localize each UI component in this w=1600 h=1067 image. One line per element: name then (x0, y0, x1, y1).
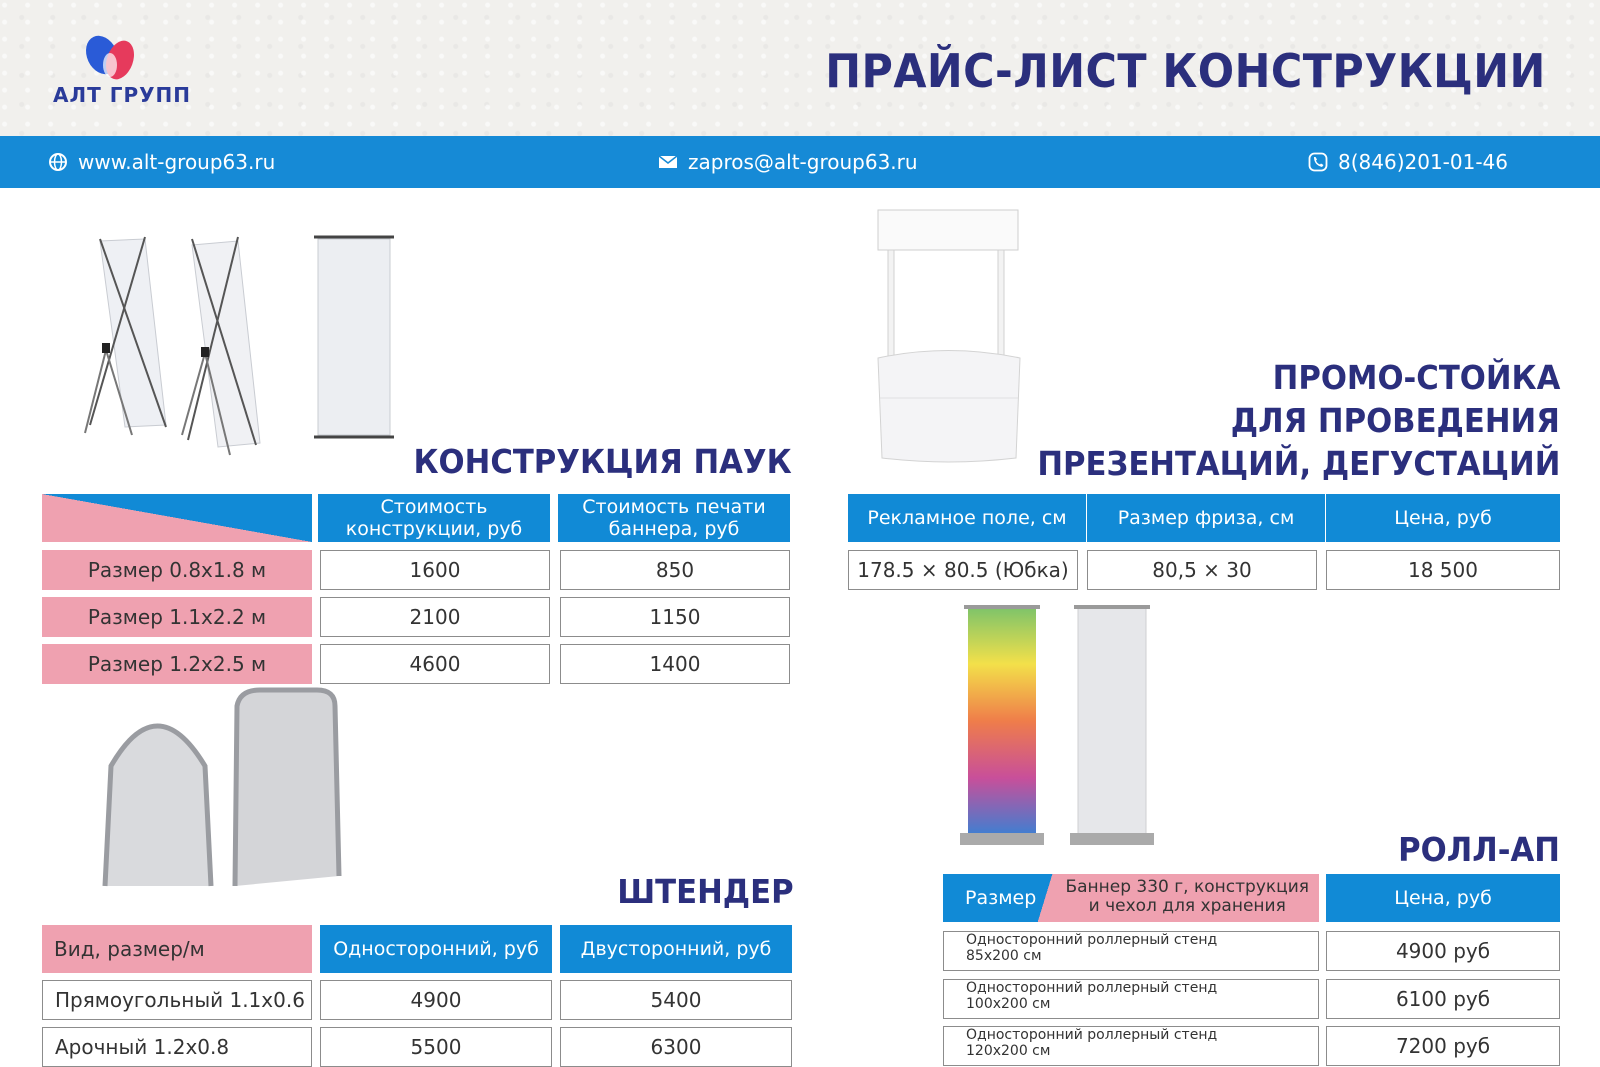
shtender-section-title: ШТЕНДЕР (617, 872, 794, 911)
rollup-header-size: Размер (965, 887, 1037, 909)
promo-title-line-2: ДЛЯ ПРОВЕДЕНИЯ (1230, 401, 1560, 440)
shtender-illustration (95, 686, 355, 896)
promo-header-price: Цена, руб (1326, 494, 1560, 542)
rollup-header (943, 874, 1319, 922)
spider-row-label: Размер 0.8х1.8 м (42, 550, 312, 590)
header (0, 0, 1600, 136)
contact-bar (0, 136, 1600, 188)
spider-table-corner (42, 494, 312, 542)
rollup-row-desc (943, 1026, 1319, 1066)
website-contact[interactable] (48, 150, 275, 174)
email-link[interactable]: zapros@alt-group63.ru (688, 150, 918, 174)
promo-header-frieze: Размер фриза, см (1087, 494, 1325, 542)
mail-icon (658, 152, 678, 172)
spider-print-cell: 1400 (560, 644, 790, 684)
spider-construction-cell: 1600 (320, 550, 550, 590)
website-link[interactable]: www.alt-group63.ru (78, 150, 276, 174)
promo-header-field: Рекламное поле, см (848, 494, 1086, 542)
rollup-row-desc (943, 931, 1319, 971)
phone-icon (1308, 152, 1328, 172)
shtender-double-cell: 6300 (560, 1027, 792, 1067)
rollup-price-cell: 4900 руб (1326, 931, 1560, 971)
spider-header-print: Стоимость печати баннера, руб (558, 494, 790, 542)
rollup-desc-line: 85х200 см (966, 948, 1042, 964)
rollup-desc-line: Односторонний роллерный стенд (966, 1027, 1218, 1043)
shtender-row-label: Арочный 1.2х0.8 (42, 1027, 312, 1067)
spider-row-label: Размер 1.1х2.2 м (42, 597, 312, 637)
promo-frieze-cell: 80,5 × 30 (1087, 550, 1317, 590)
shtender-header-double: Двусторонний, руб (560, 925, 792, 973)
rollup-illustration (960, 605, 1160, 863)
shtender-single-cell: 4900 (320, 980, 552, 1020)
shtender-double-cell: 5400 (560, 980, 792, 1020)
rollup-price-cell: 6100 руб (1326, 979, 1560, 1019)
spider-row-label: Размер 1.2х2.5 м (42, 644, 312, 684)
shtender-row-label: Прямоугольный 1.1х0.6 (42, 980, 312, 1020)
rollup-desc-line: 100х200 см (966, 996, 1051, 1012)
spider-banner-illustration (70, 225, 410, 465)
spider-construction-cell: 4600 (320, 644, 550, 684)
rollup-price-cell: 7200 руб (1326, 1026, 1560, 1066)
shtender-single-cell: 5500 (320, 1027, 552, 1067)
promo-price-cell: 18 500 (1326, 550, 1560, 590)
spider-construction-cell: 2100 (320, 597, 550, 637)
phone-number: 8(846)201-01-46 (1338, 150, 1509, 174)
promo-title-line-3: ПРЕЗЕНТАЦИЙ, ДЕГУСТАЦИЙ (1036, 444, 1560, 483)
rollup-section-title: РОЛЛ-АП (1398, 830, 1560, 869)
spider-header-construction: Стоимость конструкции, руб (318, 494, 550, 542)
brand-name: АЛТ ГРУПП (53, 83, 191, 107)
promo-title-line-1: ПРОМО-СТОЙКА (1272, 358, 1560, 397)
rollup-desc-line: 120х200 см (966, 1043, 1051, 1059)
promo-field-cell: 178.5 × 80.5 (Юбка) (848, 550, 1078, 590)
rollup-row-desc (943, 979, 1319, 1019)
spider-print-cell: 850 (560, 550, 790, 590)
spider-print-cell: 1150 (560, 597, 790, 637)
rollup-header-price: Цена, руб (1326, 874, 1560, 922)
rollup-header-desc-line: Баннер 330 г, конструкция (1065, 877, 1309, 897)
shtender-header-single: Односторонний, руб (320, 925, 552, 973)
rollup-desc-line: Односторонний роллерный стенд (966, 980, 1218, 996)
shtender-header-type: Вид, размер/м (42, 925, 312, 973)
rollup-header-desc-line: и чехол для хранения (1088, 896, 1286, 916)
spider-section-title: КОНСТРУКЦИЯ ПАУК (413, 442, 792, 481)
globe-icon (48, 152, 68, 172)
email-contact[interactable] (658, 150, 918, 174)
rollup-header-desc (1065, 878, 1309, 916)
rollup-desc-line: Односторонний роллерный стенд (966, 932, 1218, 948)
page-title: ПРАЙС-ЛИСТ КОНСТРУКЦИИ (825, 44, 1546, 98)
promo-stand-illustration (870, 208, 1030, 470)
phone-contact[interactable] (1308, 150, 1508, 174)
